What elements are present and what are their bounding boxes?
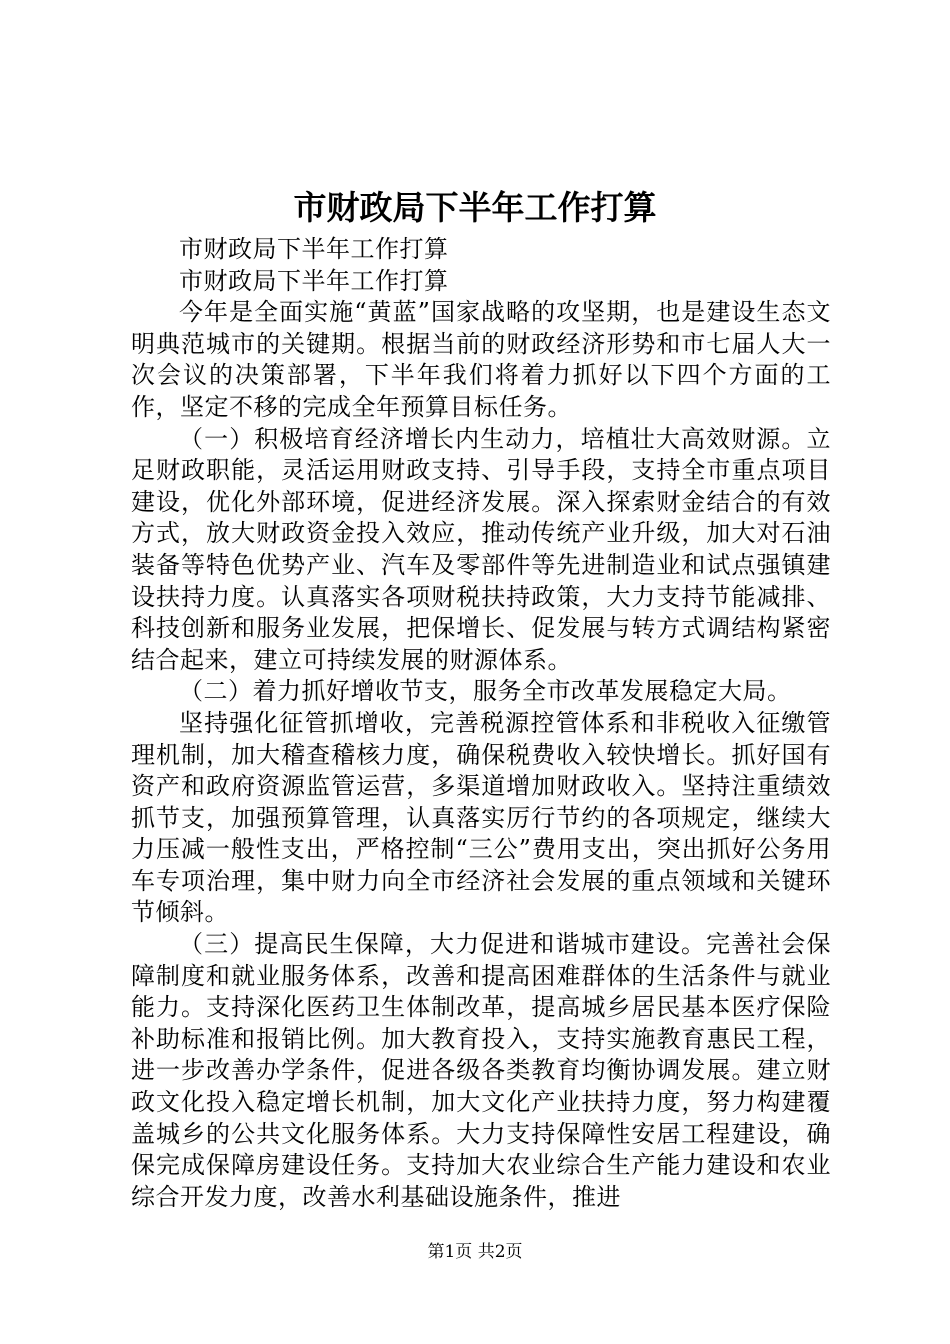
paragraph: （三）提高民生保障，大力促进和谐城市建设。完善社会保障制度和就业服务体系，改善和提高困难群体的生活条件与就业能力。支持深化医药卫生体制改革，提高城乡居民基本医疗保险补助标准和报销比例。加大教育投入，支持实施教育惠民工程，进一步改善办学条件，促进各级各类教育均衡协调发展。建立财政文化投入稳定增长机制，加大文化产业扶持力度，努力构建覆盖城乡的公共文化服务体系。大力支持保障性安居工程建设，确保完成保障房建设任务。支持加大农业综合生产能力建设和农业综合开发力度，改善水利基础设施条件，推进 [131,930,831,1211]
paragraph: 市财政局下半年工作打算 [179,235,449,263]
paragraph: 市财政局下半年工作打算 [179,266,449,295]
document-title: 市财政局下半年工作打算 [293,188,657,227]
paragraph: （二）着力抓好增收节支，服务全市改革发展稳定大局。 [179,677,792,706]
paragraph: 坚持强化征管抓增收，完善税源控管体系和非税收入征缴管理机制，加大稽查稽核力度，确保税费收入较快增长。抓好国有资产和政府资源监管运营，多渠道增加财政收入。坚持注重绩效抓节支，加强预算管理，认真落实厉行节约的各项规定，继续大力压减一般性支出，严格控制“三公”费用支出，突出抓好公务用车专项治理，集中财力向全市经济社会发展的重点领域和关键环节倾斜。 [131,708,831,927]
document-body [131,234,831,1213]
paragraph: 今年是全面实施“黄蓝”国家战略的攻坚期，也是建设生态文明典范城市的关键期。根据当前的财政经济形势和市七届人大一次会议的决策部署，下半年我们将着力抓好以下四个方面的工作，坚定不移的完成全年预算目标任务。 [131,298,831,421]
paragraph: （一）积极培育经济增长内生动力，培植壮大高效财源。立足财政职能，灵活运用财政支持、引导手段，支持全市重点项目建设，优化外部环境，促进经济发展。深入探索财金结合的有效方式，放大财政资金投入效应，推动传统产业升级，加大对石油装备等特色优势产业、汽车及零部件等先进制造业和试点强镇建设扶持力度。认真落实各项财税扶持政策，大力支持节能减排、科技创新和服务业发展，把保增长、促发展与转方式调结构紧密结合起来，建立可持续发展的财源体系。 [131,424,831,674]
page-number-footer: 第1页 共2页 [427,1242,523,1262]
